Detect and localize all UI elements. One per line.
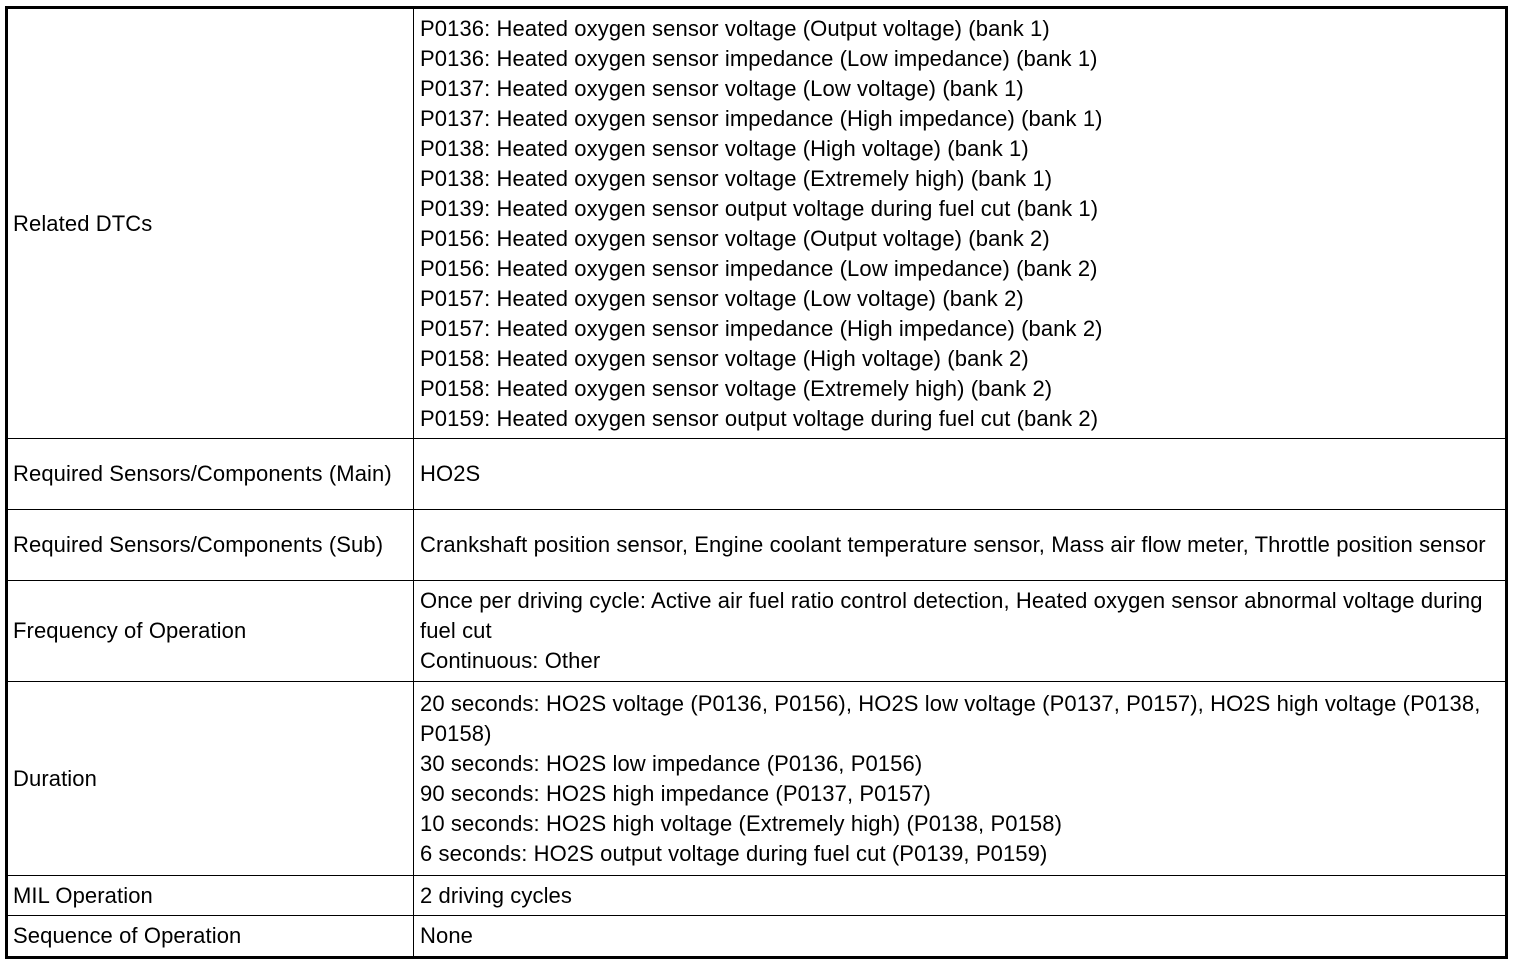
label-mil-operation: MIL Operation [7,876,414,916]
value-related-dtcs [414,8,1507,439]
label-required-main: Required Sensors/Components (Main) [7,439,414,510]
value-duration [414,682,1507,876]
value-line: 30 seconds: HO2S low impedance (P0136, P0156) [420,750,923,776]
row-sequence [7,916,1507,958]
dtc-line: P0159: Heated oxygen sensor output voltage during fuel cut (bank 2) [420,405,1099,431]
label-related-dtcs: Related DTCs [7,8,414,439]
value-required-main [414,439,1507,510]
dtc-line: P0156: Heated oxygen sensor voltage (Output voltage) (bank 2) [420,225,1050,251]
row-frequency [7,581,1507,682]
value-line: 20 seconds: HO2S voltage (P0136, P0156), HO2S low voltage (P0137, P0157), HO2S high voltage (P0138, P0158) [420,690,1481,746]
dtc-line: P0157: Heated oxygen sensor voltage (Low voltage) (bank 2) [420,285,1024,311]
dtc-line: P0158: Heated oxygen sensor voltage (High voltage) (bank 2) [420,345,1029,371]
value-line: 6 seconds: HO2S output voltage during fuel cut (P0139, P0159) [420,840,1048,866]
value-required-sub [414,510,1507,581]
dtc-line: P0158: Heated oxygen sensor voltage (Extremely high) (bank 2) [420,375,1053,401]
row-mil-operation [7,876,1507,916]
value-line: Continuous: Other [420,648,601,673]
dtc-line: P0137: Heated oxygen sensor voltage (Low voltage) (bank 1) [420,75,1024,101]
dtc-line: P0139: Heated oxygen sensor output voltage during fuel cut (bank 1) [420,195,1099,221]
value-line: 10 seconds: HO2S high voltage (Extremely high) (P0138, P0158) [420,810,1063,836]
value-line: None [420,923,473,948]
label-required-sub: Required Sensors/Components (Sub) [7,510,414,581]
value-mil-operation [414,876,1507,916]
dtc-line: P0136: Heated oxygen sensor impedance (Low impedance) (bank 1) [420,45,1098,71]
value-sequence [414,916,1507,958]
value-line: HO2S [420,461,481,486]
row-related-dtcs [7,8,1507,439]
value-line: 90 seconds: HO2S high impedance (P0137, P0157) [420,780,931,806]
dtc-line: P0136: Heated oxygen sensor voltage (Output voltage) (bank 1) [420,15,1050,41]
value-line: Once per driving cycle: Active air fuel ratio control detection, Heated oxygen sensor abnormal voltage during fuel cut [420,588,1483,643]
value-line: Crankshaft position sensor, Engine coolant temperature sensor, Mass air flow meter, Throttle position sensor [420,532,1486,557]
row-required-sub [7,510,1507,581]
value-frequency [414,581,1507,682]
value-line: 2 driving cycles [420,882,572,908]
row-required-main [7,439,1507,510]
monitor-info-table [5,6,1508,959]
dtc-line: P0156: Heated oxygen sensor impedance (Low impedance) (bank 2) [420,255,1098,281]
label-frequency: Frequency of Operation [7,581,414,682]
label-duration: Duration [7,682,414,876]
dtc-line: P0157: Heated oxygen sensor impedance (High impedance) (bank 2) [420,315,1103,341]
label-sequence: Sequence of Operation [7,916,414,958]
dtc-line: P0138: Heated oxygen sensor voltage (High voltage) (bank 1) [420,135,1029,161]
dtc-line: P0137: Heated oxygen sensor impedance (High impedance) (bank 1) [420,105,1103,131]
dtc-line: P0138: Heated oxygen sensor voltage (Extremely high) (bank 1) [420,165,1053,191]
row-duration [7,682,1507,876]
